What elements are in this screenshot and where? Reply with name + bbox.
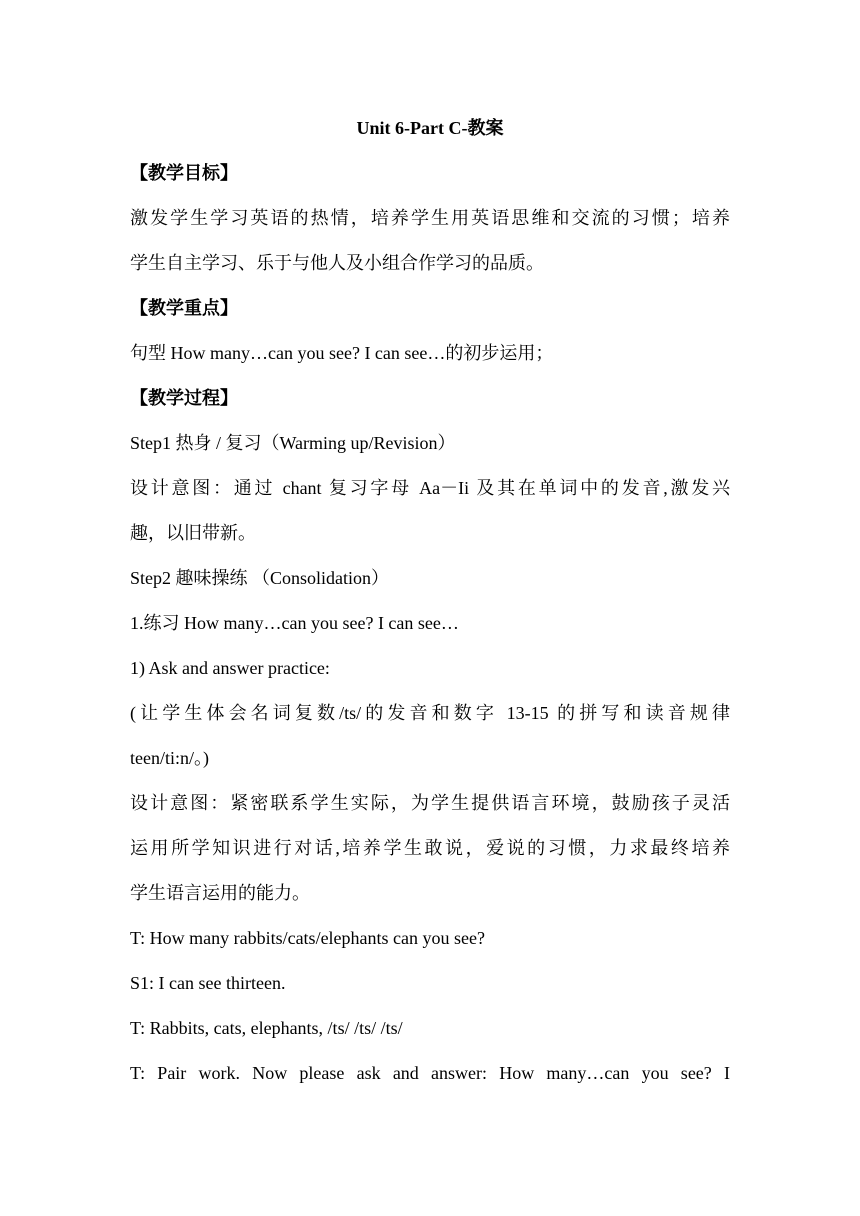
paragraph-line: 激发学生学习英语的热情，培养学生用英语思维和交流的习惯；培养 bbox=[130, 208, 730, 228]
dialogue-line: T: Rabbits, cats, elephants, /ts/ /ts/ /ts/ bbox=[130, 1018, 403, 1038]
document-title: Unit 6-Part C-教案 bbox=[356, 118, 504, 138]
section-heading-teaching-objectives: 【教学目标】 bbox=[130, 163, 238, 183]
section-heading-teaching-process: 【教学过程】 bbox=[130, 388, 238, 408]
dialogue-line: S1: I can see thirteen. bbox=[130, 973, 286, 993]
paragraph-line: teen/ti:n/。) bbox=[130, 748, 209, 768]
paragraph-line: 设计意图：通过 chant 复习字母 Aa－Ii 及其在单词中的发音,激发兴 bbox=[130, 478, 730, 498]
paragraph-line: 学生自主学习、乐于与他人及小组合作学习的品质。 bbox=[130, 253, 544, 273]
paragraph-line: 1.练习 How many…can you see? I can see… bbox=[130, 613, 459, 633]
paragraph-line: 学生语言运用的能力。 bbox=[130, 883, 310, 903]
paragraph-line: 1) Ask and answer practice: bbox=[130, 658, 330, 678]
step-heading: Step1 热身 / 复习（Warming up/Revision） bbox=[130, 433, 456, 453]
paragraph-line: 趣，以旧带新。 bbox=[130, 523, 256, 543]
paragraph-line: 运用所学知识进行对话,培养学生敢说，爱说的习惯，力求最终培养 bbox=[130, 838, 730, 858]
paragraph-line: 句型 How many…can you see? I can see…的初步运用； bbox=[130, 343, 554, 363]
step-heading: Step2 趣味操练 （Consolidation） bbox=[130, 568, 390, 588]
paragraph-line: 设计意图：紧密联系学生实际，为学生提供语言环境，鼓励孩子灵活 bbox=[130, 793, 730, 813]
dialogue-line: T: How many rabbits/cats/elephants can you see? bbox=[130, 928, 485, 948]
paragraph-line: (让学生体会名词复数/ts/的发音和数字 13-15 的拼写和读音规律 bbox=[130, 703, 730, 723]
dialogue-line: T: Pair work. Now please ask and answer: How many…can you see? I bbox=[130, 1063, 730, 1083]
section-heading-teaching-focus: 【教学重点】 bbox=[130, 298, 238, 318]
